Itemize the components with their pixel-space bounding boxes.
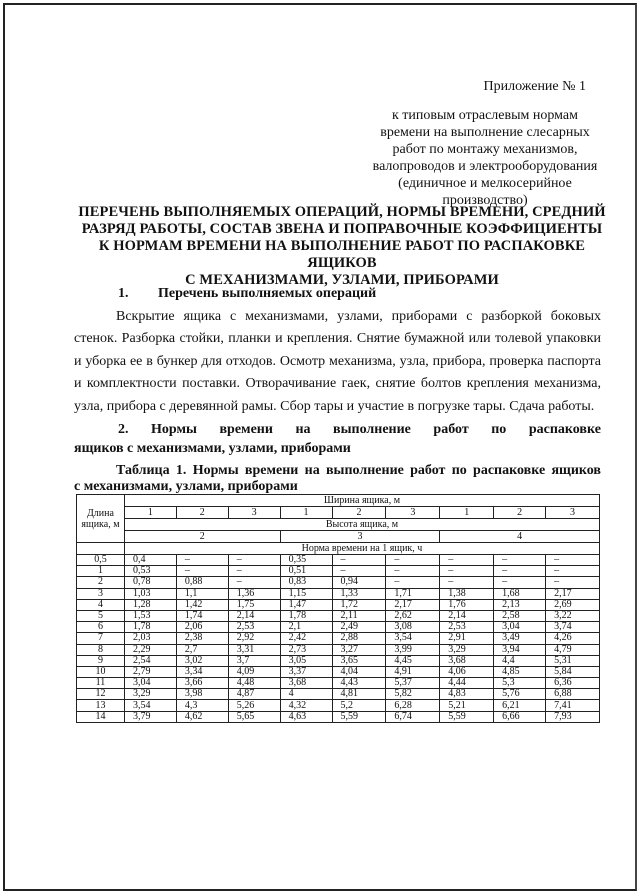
norm-cell: 5,37 [386,678,440,689]
appendix-line: производство) [442,193,528,208]
section-2-word: распаковке [528,422,601,437]
norm-cell: 1,38 [440,588,494,599]
table-row [77,577,600,588]
norm-cell: 4,81 [332,689,386,700]
norm-cell: 2,79 [124,666,176,677]
table-caption-line-2: с механизмами, узлами, приборами [74,479,298,494]
norm-cell: 1,76 [440,599,494,610]
norm-cell: 2,17 [386,599,440,610]
width-value: 2 [494,507,546,519]
norm-cell: 2,7 [176,644,228,655]
length-cell: 9 [77,655,125,666]
norm-cell: 3,02 [176,655,228,666]
norm-cell: 4,4 [494,655,546,666]
norm-cell: 3,04 [494,622,546,633]
title-line: ПЕРЕЧЕНЬ ВЫПОЛНЯЕМЫХ ОПЕРАЦИЙ, НОРМЫ ВРЕМЕНИ, СРЕДНИЙ [78,204,606,220]
norm-cell: 0,78 [124,577,176,588]
norm-cell: 2,88 [332,633,386,644]
norm-cell: 3,68 [280,678,332,689]
appendix-line: (единичное и мелкосерийное [398,176,572,191]
norm-cell: 4,3 [176,700,228,711]
section-2-word: работ [433,422,469,437]
width-value: 3 [546,507,600,519]
norm-cell: 3,98 [176,689,228,700]
table-caption [74,463,601,495]
norm-cell: – [386,577,440,588]
length-cell: 6 [77,622,125,633]
length-header: Длина ящика, м [77,495,125,543]
table-row [77,678,600,689]
norm-cell: – [494,555,546,566]
norm-cell: 0,88 [176,577,228,588]
length-cell: 13 [77,700,125,711]
norm-cell: 2,49 [332,622,386,633]
section-1-number: 1. [118,286,129,301]
norm-header: Норма времени на 1 ящик, ч [124,543,599,555]
length-cell: 7 [77,633,125,644]
norm-cell: 7,41 [546,700,600,711]
table-row [77,622,600,633]
appendix-line: к типовым отраслевым нормам [391,108,578,123]
norm-cell: 3,65 [332,655,386,666]
height-values-row [77,531,600,543]
norm-cell: – [440,577,494,588]
norm-cell: 3,66 [176,678,228,689]
norm-cell: 5,26 [228,700,280,711]
length-cell: 8 [77,644,125,655]
norm-cell: – [228,577,280,588]
norm-cell: 2,53 [228,622,280,633]
norm-cell: – [228,566,280,577]
norm-cell: 2,11 [332,610,386,621]
norm-cell: 3,54 [386,633,440,644]
table-row [77,666,600,677]
norm-cell: 1,75 [228,599,280,610]
table-row [77,711,600,722]
section-2-word: времени [219,422,273,437]
norm-cell: 6,21 [494,700,546,711]
norm-cell: 0,83 [280,577,332,588]
norm-cell: 4,26 [546,633,600,644]
norm-cell: – [494,577,546,588]
norm-cell: 5,65 [228,711,280,722]
norm-cell: 3,68 [440,655,494,666]
norm-cell: 1,47 [280,599,332,610]
norm-cell: 4,44 [440,678,494,689]
document-title [72,204,612,289]
width-values-row [77,507,600,519]
norm-cell: 2,03 [124,633,176,644]
norms-table [76,494,600,723]
norm-cell: 5,2 [332,700,386,711]
norm-cell: 1,1 [176,588,228,599]
norm-cell: 1,78 [280,610,332,621]
norm-cell: – [228,555,280,566]
title-line: С МЕХАНИЗМАМИ, УЗЛАМИ, ПРИБОРАМИ [185,272,499,288]
section-2-word: по [491,422,507,437]
norm-cell: 0,53 [124,566,176,577]
norm-cell: – [546,555,600,566]
blank-cell [77,543,125,555]
norm-cell: 4,48 [228,678,280,689]
table-row [77,566,600,577]
length-cell: 14 [77,711,125,722]
width-value: 1 [124,507,176,519]
length-cell: 3 [77,588,125,599]
norm-cell: 2,53 [440,622,494,633]
norm-cell: 1,36 [228,588,280,599]
norm-cell: 2,69 [546,599,600,610]
norm-cell: 0,94 [332,577,386,588]
norm-cell: 1,72 [332,599,386,610]
norm-cell: 7,93 [546,711,600,722]
table-row [77,700,600,711]
length-cell: 11 [77,678,125,689]
norm-cell: 2,1 [280,622,332,633]
norm-cell: 2,54 [124,655,176,666]
width-value: 3 [228,507,280,519]
appendix-block [360,78,610,209]
norm-cell: 2,92 [228,633,280,644]
norm-cell: 4 [280,689,332,700]
norm-cell: 1,03 [124,588,176,599]
appendix-line: работ по монтажу механизмов, [392,142,578,157]
norm-cell: – [440,566,494,577]
title-line: РАЗРЯД РАБОТЫ, СОСТАВ ЗВЕНА И ПОПРАВОЧНЫЕ КОЭФФИЦИЕНТЫ [81,221,603,237]
norm-cell: 1,71 [386,588,440,599]
norm-cell: 3,27 [332,644,386,655]
section-2-line-2: ящиков с механизмами, узлами, приборами [74,441,351,456]
section-1-title: Перечень выполняемых операций [158,286,377,301]
length-cell: 0,5 [77,555,125,566]
width-value: 3 [386,507,440,519]
norm-cell: 1,53 [124,610,176,621]
table-row [77,655,600,666]
norm-cell: 5,59 [332,711,386,722]
norm-cell: 1,68 [494,588,546,599]
norm-cell: 4,04 [332,666,386,677]
norm-cell: 2,17 [546,588,600,599]
norm-cell: 5,59 [440,711,494,722]
norm-cell: 2,62 [386,610,440,621]
norm-cell: 5,31 [546,655,600,666]
length-cell: 2 [77,577,125,588]
norm-cell: 2,91 [440,633,494,644]
table-row [77,588,600,599]
length-cell: 10 [77,666,125,677]
norm-cell: 5,21 [440,700,494,711]
norm-cell: – [546,566,600,577]
width-header: Ширина ящика, м [124,495,599,507]
norm-cell: 3,79 [124,711,176,722]
norm-cell: 3,34 [176,666,228,677]
norm-cell: – [386,566,440,577]
norm-cell: 1,78 [124,622,176,633]
norm-cell: 4,45 [386,655,440,666]
norm-cell: 4,06 [440,666,494,677]
length-cell: 12 [77,689,125,700]
norm-cell: 1,33 [332,588,386,599]
norm-cell: 0,51 [280,566,332,577]
norm-cell: – [176,555,228,566]
norm-cell: 4,09 [228,666,280,677]
norm-cell: – [176,566,228,577]
norm-cell: 6,74 [386,711,440,722]
appendix-line: валопроводов и электрооборудования [372,159,598,174]
title-line: К НОРМАМ ВРЕМЕНИ НА ВЫПОЛНЕНИЕ РАБОТ ПО РАСПАКОВКЕ ЯЩИКОВ [98,238,586,271]
length-cell: 1 [77,566,125,577]
norm-cell: 4,83 [440,689,494,700]
norm-cell: 3,37 [280,666,332,677]
norm-cell: 1,15 [280,588,332,599]
norm-cell: 4,63 [280,711,332,722]
table-row [77,555,600,566]
norm-cell: 2,73 [280,644,332,655]
norm-cell: 1,28 [124,599,176,610]
norm-cell: 6,88 [546,689,600,700]
norm-cell: 1,42 [176,599,228,610]
norm-cell: 6,66 [494,711,546,722]
section-1-heading [118,286,376,302]
height-header: Высота ящика, м [124,519,599,531]
section-2-word: Нормы [151,422,197,437]
section-2-number: 2. [118,422,129,437]
norm-cell: 2,29 [124,644,176,655]
norm-cell: 3,29 [440,644,494,655]
length-cell: 4 [77,599,125,610]
norm-cell: 3,04 [124,678,176,689]
norm-cell: 4,32 [280,700,332,711]
norm-cell: 3,7 [228,655,280,666]
norm-cell: – [386,555,440,566]
norm-cell: 3,99 [386,644,440,655]
norms-table-body [77,555,600,723]
norm-cell: 2,42 [280,633,332,644]
norm-cell: 3,05 [280,655,332,666]
norm-cell: 1,74 [176,610,228,621]
width-value: 2 [176,507,228,519]
norm-cell: 2,38 [176,633,228,644]
width-value: 1 [280,507,332,519]
norm-cell: – [332,566,386,577]
norm-cell: 5,76 [494,689,546,700]
norm-cell: 4,79 [546,644,600,655]
norm-cell: 6,28 [386,700,440,711]
length-cell: 5 [77,610,125,621]
table-row [77,599,600,610]
table-row [77,644,600,655]
norm-cell: 3,54 [124,700,176,711]
norm-cell: 3,29 [124,689,176,700]
norm-cell: 3,74 [546,622,600,633]
norm-cell: 4,87 [228,689,280,700]
norm-cell: 4,85 [494,666,546,677]
norm-cell: – [546,577,600,588]
norm-cell: 5,3 [494,678,546,689]
norm-cell: 3,22 [546,610,600,621]
norm-cell: 2,13 [494,599,546,610]
norm-cell: 3,94 [494,644,546,655]
height-value: 3 [280,531,440,543]
table-row [77,633,600,644]
section-2-word: на [295,422,311,437]
norm-cell: – [494,566,546,577]
norm-cell: 0,35 [280,555,332,566]
table-caption-line-1: Таблица 1. Нормы времени на выполнение работ по распаковке ящиков [116,463,601,478]
width-value: 2 [332,507,386,519]
norm-cell: 5,82 [386,689,440,700]
norm-cell: 3,49 [494,633,546,644]
norm-cell: 2,14 [228,610,280,621]
norm-cell: 4,91 [386,666,440,677]
norm-cell: 3,08 [386,622,440,633]
norm-cell: 4,62 [176,711,228,722]
norm-cell: – [440,555,494,566]
norm-cell: 2,14 [440,610,494,621]
norm-cell: 5,84 [546,666,600,677]
norm-cell: 6,36 [546,678,600,689]
norm-cell: – [332,555,386,566]
section-2-word: выполнение [333,422,411,437]
table-row [77,610,600,621]
width-value: 1 [440,507,494,519]
norm-cell: 2,06 [176,622,228,633]
section-2-heading [74,420,601,458]
appendix-number: Приложение № 1 [483,79,586,94]
height-value: 2 [124,531,280,543]
table-row [77,689,600,700]
norm-cell: 4,43 [332,678,386,689]
section-1-text: Вскрытие ящика с механизмами, узлами, приборами с разборкой боковых стенок. Разборка стойки, планки и крепления. Снятие бумажной или толевой упаковки и уборка ее в бункер для отходов. Осмотр механизма, узла, прибора, проверка паспорта и комплектности поставки. Отворачивание гаек, снятие болтов крепления механизма, узла, прибора с деревянной рамы. Сбор тары и участие в погрузке тары. Сдача работы. [74,309,601,414]
appendix-line: времени на выполнение слесарных [380,125,590,140]
norm-cell: 3,31 [228,644,280,655]
norm-cell: 0,4 [124,555,176,566]
norm-cell: 2,58 [494,610,546,621]
height-value: 4 [440,531,600,543]
